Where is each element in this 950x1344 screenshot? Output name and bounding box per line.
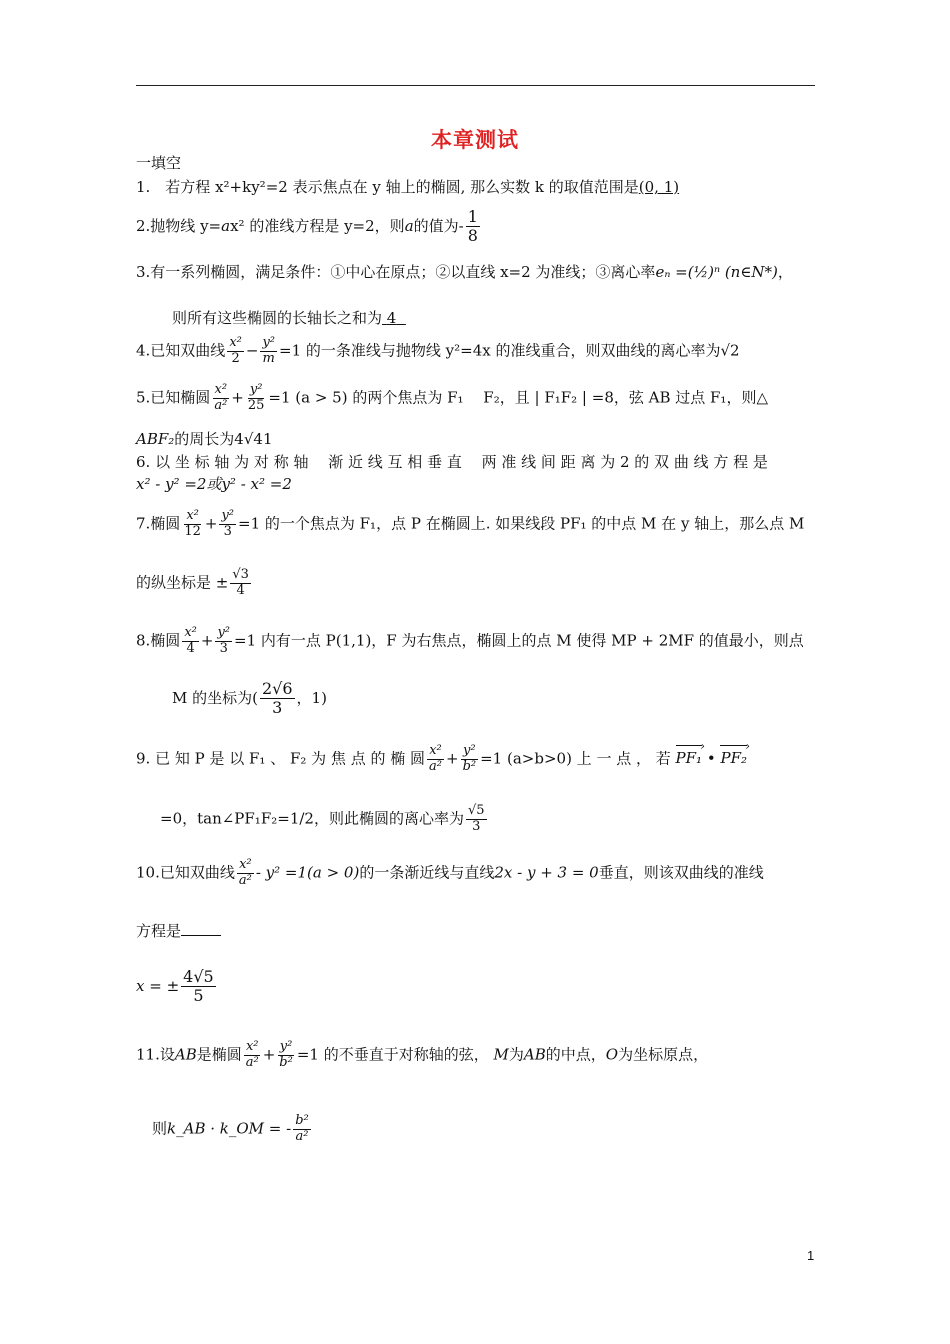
problem-7-answer <box>230 568 251 599</box>
problem-3-answer <box>382 309 406 327</box>
answer-denominator: 8 <box>467 226 478 246</box>
problem-8-text: 8.椭圆 <box>136 631 181 650</box>
numerator: √5 <box>467 803 485 818</box>
problem-2-text: 2.抛物线 y= <box>136 216 222 235</box>
numerator: y² <box>249 382 263 397</box>
denominator: b² <box>462 758 477 774</box>
numerator: x² <box>184 625 197 640</box>
problem-11-wei: 为 <box>508 1045 524 1064</box>
problem-1-text: 1. 若方程 x²+ky²=2 表示焦点在 y 轴上的椭圆, 那么实数 k 的取值范围是 <box>136 178 639 196</box>
denominator: 3 <box>219 640 228 656</box>
var-a: a <box>404 216 414 235</box>
problem-11-answer <box>293 1114 311 1145</box>
problem-5: 5.已知椭圆 $\frac{\text{x²}}{\text{a²}}$ + $\frac{\text{y²}}{25}$ =1 (a > 5) 的两个焦点为 F₁ F₂，且 | F₁F₂ | =8，弦 AB 过点 F₁，则△ <box>136 382 768 413</box>
problem-7-text: 7.椭圆 <box>136 514 181 533</box>
problem-3-text2: 则所有这些椭圆的长轴长之和为 <box>172 309 383 327</box>
denominator: 3 <box>472 818 481 834</box>
problem-4-post: =1 的一条准线与抛物线 y²=4x 的准线重合，则双曲线的离心率为 <box>279 341 721 360</box>
numerator: x² <box>229 335 242 350</box>
numerator: x² <box>186 508 199 523</box>
problem-4-answer: √2 <box>720 341 740 360</box>
dot-operator: • <box>706 749 716 768</box>
problem-10-text2: 方程是 <box>136 922 182 940</box>
section-heading: 一填空 <box>136 154 182 172</box>
denominator: 2 <box>231 350 240 366</box>
fraction <box>227 336 244 367</box>
problem-11-text: 11.设 <box>136 1045 175 1064</box>
problem-8-line2 <box>172 680 852 718</box>
fraction <box>182 626 199 657</box>
point-o: O <box>605 1045 619 1064</box>
problem-6 <box>136 451 816 473</box>
fraction <box>215 626 232 657</box>
problem-4: 4.已知双曲线 $\frac{\text{x²}}{2}$ − $\frac{\text{y²}}{m}$ =1 的一条准线与抛物线 y²=4x 的准线重合，则双曲线的离心率为√2 <box>136 335 740 366</box>
problem-4-text: 4.已知双曲线 <box>136 341 226 360</box>
triangle-label: ABF₂ <box>136 430 175 448</box>
problem-5-text2: 的周长为 <box>174 430 235 448</box>
line-equation: 2x - y + 3 = 0 <box>494 863 599 882</box>
problem-10-mid: 的一条渐近线与直线 <box>359 863 495 882</box>
chord-ab: AB <box>523 1045 546 1064</box>
problem-11-line2 <box>152 1114 832 1145</box>
problem-6-answer: x² - y² =2或y² - x² =2 <box>136 475 292 493</box>
fraction <box>182 509 203 540</box>
vector-pf2: PF₂ › <box>720 747 747 769</box>
denominator: a² <box>245 1054 259 1070</box>
problem-6-line2 <box>136 473 816 495</box>
numerator: y² <box>463 743 476 758</box>
problem-10-line2 <box>136 920 816 942</box>
page-title: 本章测试 <box>431 128 519 152</box>
problem-5-mid: =1 (a > 5) 的两个焦点为 F₁ F₂，且 | F₁F₂ | =8，弦 AB 过点 F₁，则△ <box>268 388 768 407</box>
denominator: 3 <box>223 523 232 539</box>
denominator: 4 <box>236 582 245 598</box>
problem-11-post: 为坐标原点， <box>618 1045 709 1064</box>
problem-8: 8.椭圆 $\frac{\text{x²}}{4}$ + $\frac{\text{y²}}{3}$ =1 内有一点 P(1,1)，F 为右焦点，椭圆上的点 M 使得 MP + 2MF 的值最小，则点 <box>136 625 804 656</box>
chord-ab: AB <box>174 1045 197 1064</box>
problem-9-text: 9. 已 知 P 是 以 F₁ 、 F₂ 为 焦 点 的 椭 圆 <box>136 749 426 768</box>
problem-2-post: 的值为- <box>413 216 464 235</box>
eccentricity-expr: eₙ =(½)ⁿ (n∈N*) <box>655 263 778 281</box>
problem-11-mid: 是椭圆 <box>196 1045 242 1064</box>
denominator: 12 <box>184 523 201 539</box>
problem-6-text: 6. 以 坐 标 轴 为 对 称 轴 渐 近 线 互 相 垂 直 两 准 线 间 距 离 为 2 的 双 曲 线 方 程 是 <box>136 453 768 471</box>
fraction <box>219 509 236 540</box>
denominator: a² <box>429 758 442 774</box>
var-a: a <box>221 216 231 235</box>
denominator: a² <box>238 872 252 888</box>
problem-2-answer <box>466 208 480 246</box>
problem-8-answer-tail: ，1) <box>296 688 327 707</box>
answer-value: 4 <box>386 309 397 327</box>
problem-8-text2: M 的坐标为( <box>172 688 258 707</box>
answer-blank <box>181 935 221 936</box>
numerator: y² <box>221 508 234 523</box>
problem-11-text2: 则 <box>152 1119 168 1138</box>
numerator: x² <box>245 1039 259 1054</box>
numerator: x² <box>239 857 252 872</box>
numerator: b² <box>295 1113 309 1128</box>
slope-product: k_AB · k_OM = - <box>167 1119 292 1138</box>
numerator: √3 <box>232 567 249 582</box>
denominator: 5 <box>193 986 204 1006</box>
fraction <box>237 858 254 889</box>
denominator: a² <box>214 397 228 413</box>
fraction <box>427 744 444 775</box>
problem-9-answer <box>466 804 487 835</box>
problem-11-mid3: 的中点， <box>545 1045 606 1064</box>
denominator: 4 <box>186 640 195 656</box>
answer-prefix: x = ± <box>136 976 180 995</box>
numerator: x² <box>214 382 228 397</box>
numerator: x² <box>429 743 442 758</box>
problem-10 <box>136 858 816 889</box>
problem-7: 7.椭圆 $\frac{\text{x²}}{12}$ + $\frac{\text{y²}}{3}$ =1 的一个焦点为 F₁，点 P 在椭圆上. 如果线段 PF₁ 的中点 M 在 y 轴上，那么点 M <box>136 508 805 539</box>
fraction <box>260 336 277 367</box>
denominator: a² <box>295 1128 309 1144</box>
denominator: m <box>262 350 275 366</box>
problem-9-post: =1 (a>b>0) 上 一 点 ， 若 <box>480 749 671 768</box>
fraction <box>461 744 479 775</box>
problem-3-end: ， <box>777 263 793 281</box>
page-number: 1 <box>807 1248 815 1263</box>
point-m: M <box>493 1045 509 1064</box>
problem-10-post: 垂直，则该双曲线的准线 <box>598 863 764 882</box>
problem-5-line2 <box>136 428 816 450</box>
problem-8-answer <box>260 680 295 718</box>
answer-numerator: 1 <box>467 207 478 226</box>
numerator: 2√6 <box>261 679 293 698</box>
problem-1-answer: (0, 1) <box>638 178 680 196</box>
problem-9-text2: =0，tan∠PF₁F₂=1/2，则此椭圆的离心率为 <box>160 809 464 828</box>
answer-fraction <box>181 968 216 1006</box>
fraction <box>212 383 229 414</box>
problem-3-text: 3.有一系列椭圆，满足条件：①中心在原点；②以直线 x=2 为准线；③离心率 <box>136 263 656 281</box>
problem-3 <box>136 261 816 283</box>
denominator: b² <box>279 1054 293 1070</box>
problem-11-mid2: =1 的不垂直于对称轴的弦， <box>296 1045 489 1064</box>
problem-5-answer: 4√41 <box>234 430 273 448</box>
problem-7-text2: 的纵坐标是 ± <box>136 573 229 592</box>
numerator: y² <box>279 1039 293 1054</box>
numerator: y² <box>217 625 230 640</box>
fraction <box>277 1040 295 1071</box>
problem-9-line2 <box>160 804 840 835</box>
header-rule <box>136 85 815 86</box>
problem-9: 9. 已 知 P 是 以 F₁ 、 F₂ 为 焦 点 的 椭 圆 $\frac{\text{x²}}{\text{a²}}$ + $\frac{\text{y²}}{\text{b²}}$ =1 (a>b>0) 上 一 点 ， 若 PF₁ › • PF₂ › <box>136 744 816 775</box>
vector-pf1: PF₁ › <box>676 747 703 769</box>
problem-10-text: 10.已知双曲线 <box>136 863 235 882</box>
problem-2-mid: x² 的准线方程是 y=2，则 <box>230 216 405 235</box>
problem-1 <box>136 176 816 198</box>
hyperbola-expr: - y² =1(a > 0) <box>255 863 360 882</box>
problem-8-post: =1 内有一点 P(1,1)，F 为右焦点，椭圆上的点 M 使得 MP + 2MF 的值最小，则点 <box>234 631 804 650</box>
numerator: y² <box>262 335 275 350</box>
problem-10-answer <box>136 968 816 1006</box>
problem-11: 11.设AB是椭圆 $\frac{\text{x²}}{\text{a²}}$ + $\frac{\text{y²}}{\text{b²}}$ =1 的不垂直于对称轴的弦， M为AB的中点，O为坐标原点， <box>136 1039 709 1070</box>
problem-7-post: =1 的一个焦点为 F₁，点 P 在椭圆上. 如果线段 PF₁ 的中点 M 在 y 轴上，那么点 M <box>238 514 805 533</box>
fraction <box>246 383 267 414</box>
problem-5-text: 5.已知椭圆 <box>136 388 211 407</box>
denominator: 3 <box>272 698 283 718</box>
denominator: 25 <box>247 397 265 413</box>
problem-3-line2 <box>172 307 852 329</box>
problem-2 <box>136 208 816 246</box>
problem-7-line2 <box>136 568 816 599</box>
numerator: 4√5 <box>183 967 214 986</box>
fraction <box>244 1040 261 1071</box>
